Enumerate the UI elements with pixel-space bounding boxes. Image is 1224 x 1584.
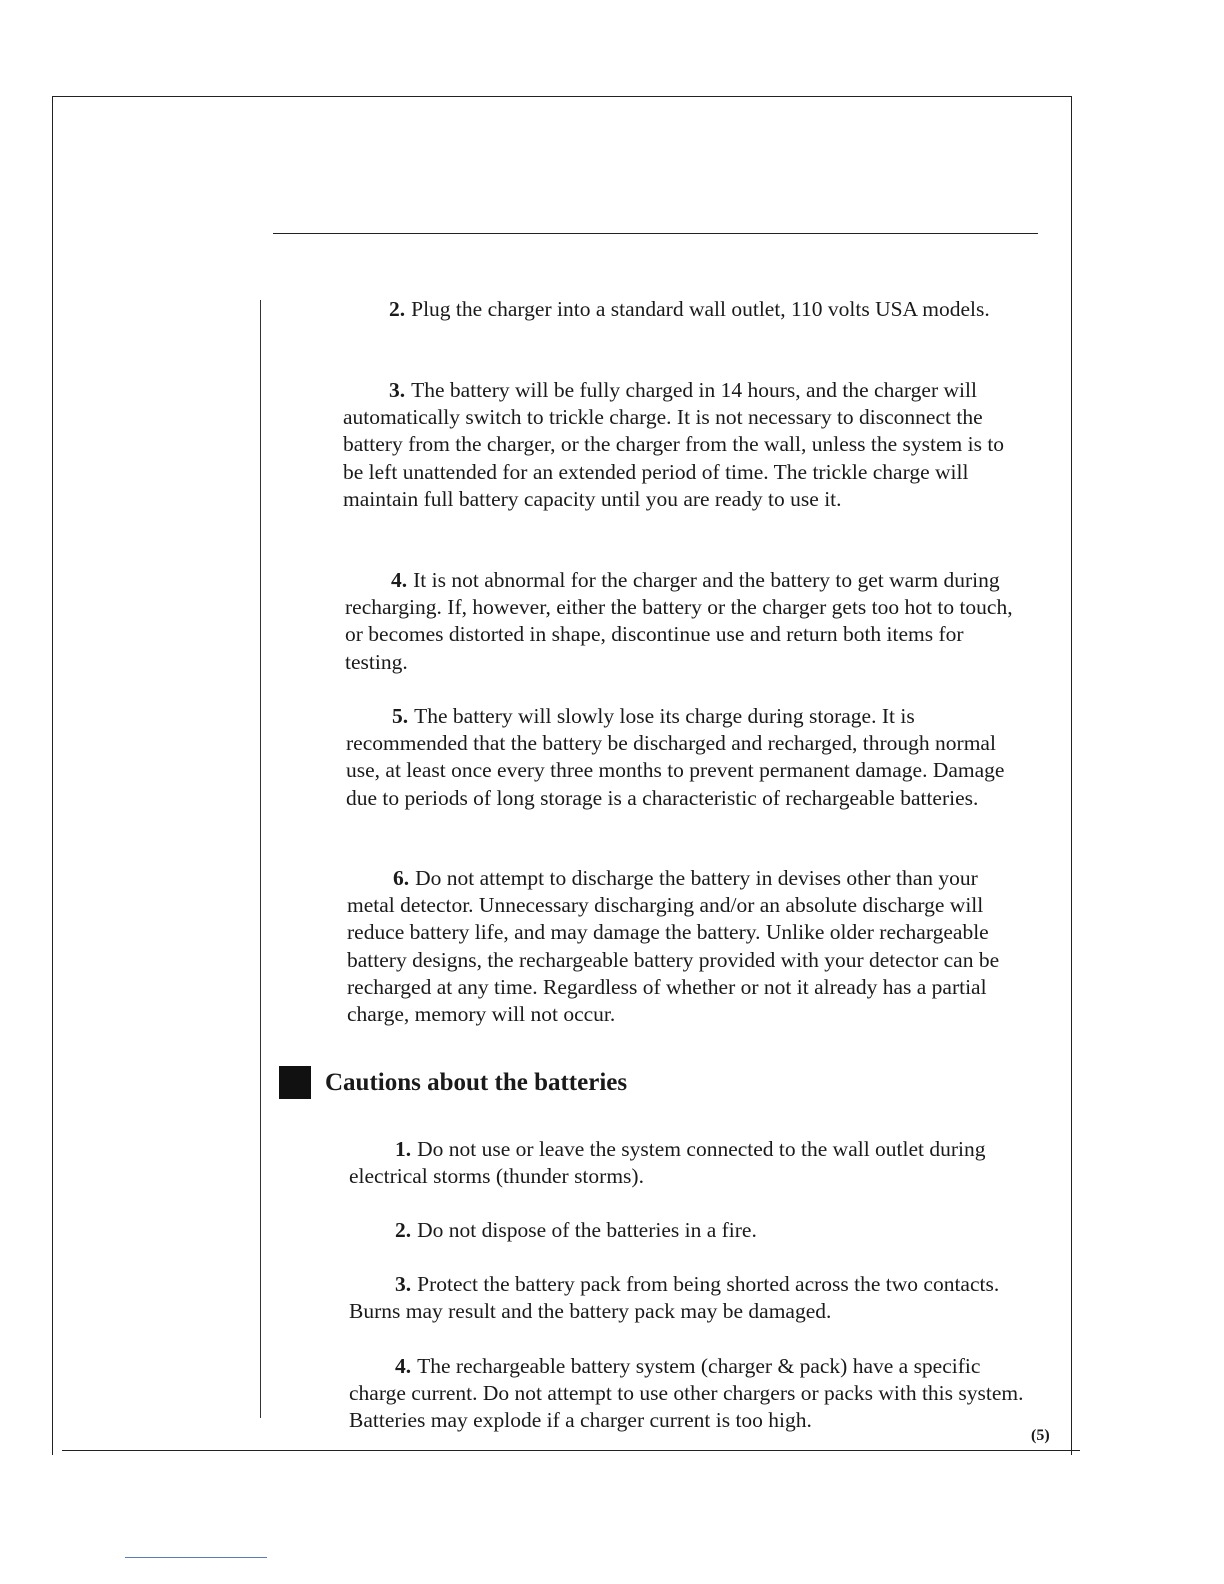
cautions-heading-text: Cautions about the batteries — [325, 1068, 628, 1096]
page-number: (5) — [1031, 1427, 1050, 1444]
heading-bullet-square — [279, 1066, 311, 1099]
caution-number: 2. — [395, 1218, 412, 1242]
step-5 — [346, 703, 1026, 812]
caution-text: Protect the battery pack from being shorted across the two contacts. Burns may result and the battery pack may be damaged. — [349, 1272, 1000, 1324]
caution-4 — [349, 1353, 1029, 1435]
step-text: Plug the charger into a standard wall outlet, 110 volts USA models. — [411, 297, 990, 321]
caution-number: 4. — [395, 1354, 412, 1378]
caution-number: 3. — [395, 1272, 412, 1296]
caution-3 — [349, 1271, 1029, 1325]
step-text: The battery will be fully charged in 14 hours, and the charger will automatically switch to trickle charge. It is not necessary to disconnect the battery from the charger, or the charger from the wall, unless the system is to be left unattended for an extended period of time. The trickle charge will maintain full battery capacity until you are ready to use it. — [343, 378, 1005, 511]
caution-text: The rechargeable battery system (charger & pack) have a specific charge current. Do not attempt to use other chargers or packs with this system. Batteries may explode if a charger current is too high. — [349, 1354, 1024, 1433]
step-3 — [343, 377, 1023, 513]
margin-rule — [260, 300, 261, 1418]
step-text: Do not attempt to discharge the battery in devises other than your metal detector. Unnecessary discharging and/or an absolute discharge will reduce battery life, and may damage the battery. Unlike older rechargeable battery designs, the rechargeable battery provided with your detector can be recharged at any time. Regardless of whether or not it already has a partial charge, memory will not occur. — [347, 866, 1000, 1027]
caution-number: 1. — [395, 1137, 412, 1161]
caution-1 — [349, 1136, 1029, 1190]
step-6 — [347, 865, 1027, 1028]
caution-text: Do not dispose of the batteries in a fire. — [417, 1218, 757, 1242]
step-text: It is not abnormal for the charger and the battery to get warm during recharging. If, however, either the battery or the charger gets too hot to touch, or becomes distorted in shape, discontinue use and return both items for testing. — [345, 568, 1013, 674]
page-border-bottom — [62, 1450, 1080, 1451]
step-2 — [343, 296, 1023, 323]
header-rule — [273, 233, 1038, 234]
step-number: 4. — [391, 568, 408, 592]
footer-rule — [125, 1557, 267, 1558]
step-number: 6. — [393, 866, 410, 890]
caution-2 — [349, 1217, 1029, 1244]
caution-text: Do not use or leave the system connected to the wall outlet during electrical storms (thunder storms). — [349, 1137, 986, 1189]
step-number: 5. — [392, 704, 409, 728]
step-number: 3. — [389, 378, 406, 402]
step-4 — [345, 567, 1025, 676]
cautions-heading — [279, 1066, 627, 1099]
step-number: 2. — [389, 297, 406, 321]
step-text: The battery will slowly lose its charge during storage. It is recommended that the battery be discharged and recharged, through normal use, at least once every three months to prevent permanent damage. Damage due to periods of long storage is a characteristic of rechargeable batteries. — [346, 704, 1005, 810]
